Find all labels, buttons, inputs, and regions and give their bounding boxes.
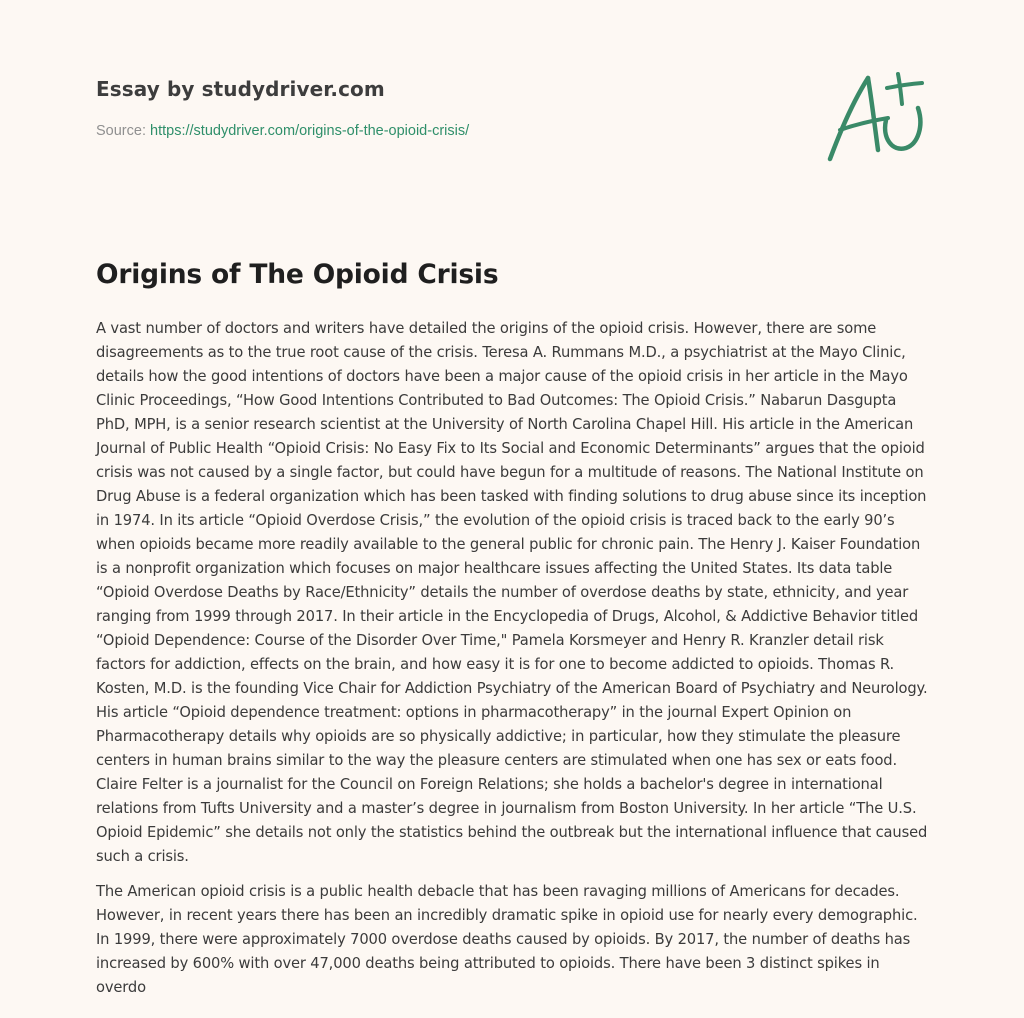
site-title: Essay by studydriver.com bbox=[96, 77, 385, 101]
essay-article bbox=[96, 255, 932, 1000]
essay-paragraph: The American opioid crisis is a public health debacle that has been ravaging millions of Americans for decades. However, in recent years there has been an incredibly dramatic spike in opioid use for nearly every demographic. In 1999, there were approximately 7000 overdose deaths caused by opioids. By 2017, the number of deaths has increased by 600% with over 47,000 deaths being attributed to opioids. There have been 3 distinct spikes in overdo bbox=[96, 883, 918, 996]
page-title: Origins of The Opioid Crisis bbox=[96, 259, 499, 290]
essay-paragraph: A vast number of doctors and writers have detailed the origins of the opioid crisis. However, there are some disagreements as to the true root cause of the crisis. Teresa A. Rummans M.D., a psychiatrist at the Mayo Clinic, details how the good intentions of doctors have been a major cause of the opioid crisis in her article in the Mayo Clinic Proceedings, “How Good Intentions Contributed to Bad Outcomes: The Opioid Crisis.” Nabarun Dasgupta PhD, MPH, is a senior research scientist at the University of North Carolina Chapel Hill. His article in the American Journal of Public Health “Opioid Crisis: No Easy Fix to Its Social and Economic Determinants” argues that the opioid crisis was not caused by a single factor, but could have begun for a multitude of reasons. The National Institute on Drug Abuse is a federal organization which has been tasked with finding solutions to drug abuse since its inception in 1974. In its article “Opioid Overdose Crisis,” the evolution of the opioid crisis is traced back to the early 90’s when opioids became more readily available to the general public for chronic pain. The Henry J. Kaiser Foundation is a nonprofit organization which focuses on major healthcare issues affecting the United States. Its data table “Opioid Overdose Deaths by Race/Ethnicity” details the number of overdose deaths by state, ethnicity, and year ranging from 1999 through 2017. In their article in the Encyclopedia of Drugs, Alcohol, & Addictive Behavior titled “Opioid Dependence: Course of the Disorder Over Time," Pamela Korsmeyer and Henry R. Kranzler detail risk factors for addiction, effects on the brain, and how easy it is for one to become addicted to opioids. Thomas R. Kosten, M.D. is the founding Vice Chair for Addiction Psychiatry of the American Board of Psychiatry and Neurology. His article “Opioid dependence treatment: options in pharmacotherapy” in the journal Expert Opinion on Pharmacotherapy details why opioids are so physically addictive; in particular, how they stimulate the pleasure centers in human brains similar to the way the pleasure centers are stimulated when one has sex or eats food. Claire Felter is a journalist for the Council on Foreign Relations; she holds a bachelor's degree in international relations from Tufts University and a master’s degree in journalism from Boston University. In her article “The U.S. Opioid Epidemic” she details not only the statistics behind the outbreak but the international influence that caused such a crisis. bbox=[96, 320, 928, 865]
source-label: Source: bbox=[96, 123, 146, 139]
source-line bbox=[96, 121, 796, 141]
source-link[interactable]: https://studydriver.com/origins-of-the-opioid-crisis/ bbox=[150, 123, 470, 139]
page-header bbox=[96, 74, 796, 141]
a-plus-logo-icon bbox=[822, 68, 932, 166]
